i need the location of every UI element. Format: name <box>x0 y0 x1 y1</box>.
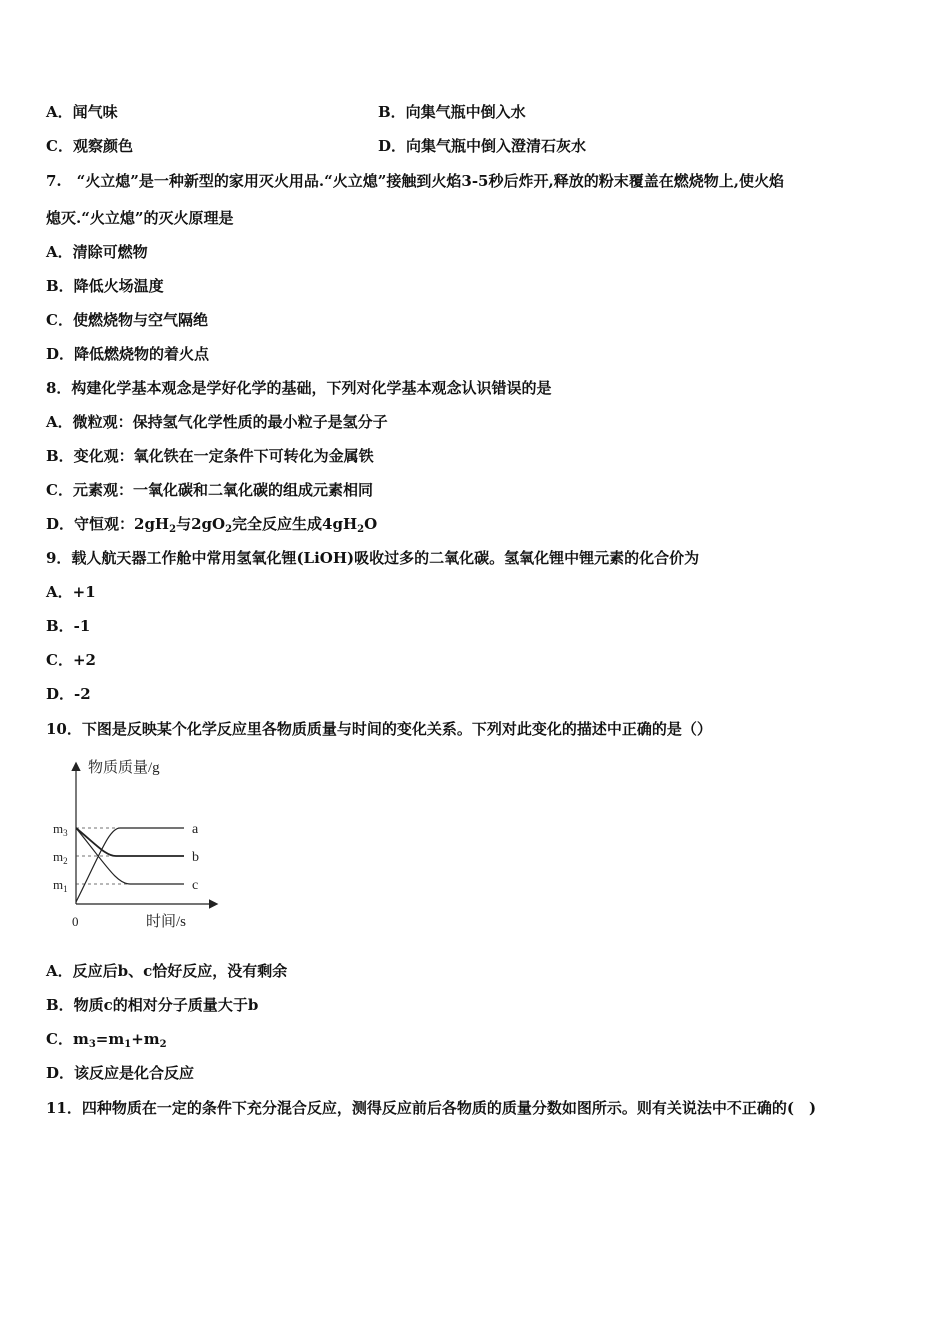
y-tick-label-m2: $m_2$ <box>53 849 68 866</box>
series-a-line <box>76 828 184 902</box>
q10-option-d: D．该反应是化合反应 <box>46 1064 195 1082</box>
q7-option-a: A．清除可燃物 <box>46 243 148 261</box>
q7-option-b: B．降低火场温度 <box>46 277 164 295</box>
q9-option-c: C．+2 <box>46 651 96 669</box>
q8-option-a: A．微粒观：保持氢气化学性质的最小粒子是氢分子 <box>46 413 388 431</box>
y-axis-label: 物质质量/g <box>88 760 160 776</box>
origin-label: 0 <box>72 914 79 929</box>
q7-stem-line1: 7. “火立熄”是一种新型的家用灭火用品.“火立熄”接触到火焰3-5秒后炸开,释放的粉末覆盖在燃烧物上,使火焰 <box>46 172 784 190</box>
q8-option-c: C．元素观：一氧化碳和二氧化碳的组成元素相同 <box>46 481 373 499</box>
q11-stem: 11．四种物质在一定的条件下充分混合反应，测得反应前后各物质的质量分数如图所示。则有关说法中不正确的( ) <box>46 1099 817 1117</box>
q6-option-b: B．向集气瓶中倒入水 <box>378 103 526 121</box>
series-a-label: a <box>192 822 199 837</box>
q10-option-a: A．反应后b、c恰好反应，没有剩余 <box>46 962 288 980</box>
x-axis-label: 时间/s <box>146 914 187 930</box>
q10-option-c: C．$m_3=m_1+m_2$ <box>46 1030 167 1050</box>
q7-option-c: C．使燃烧物与空气隔绝 <box>46 311 208 329</box>
series-b-line <box>76 828 184 856</box>
q6-option-c: C．观察颜色 <box>46 137 133 155</box>
q9-stem: 9．载人航天器工作舱中常用氢氧化锂(LiOH)吸收过多的二氧化碳。氢氧化锂中锂元素的化合价为 <box>46 549 700 567</box>
q6-option-d: D．向集气瓶中倒入澄清石灰水 <box>378 137 587 155</box>
q7-option-d: D．降低燃烧物的着火点 <box>46 345 210 363</box>
series-b-label: b <box>192 850 199 865</box>
q6-option-a: A．闻气味 <box>46 103 118 121</box>
q10-option-b: B．物质c的相对分子质量大于b <box>46 996 259 1014</box>
q7-stem-line2: 熄灭.“火立熄”的灭火原理是 <box>46 209 234 227</box>
y-tick-label-m1: $m_1$ <box>53 877 68 894</box>
q10-stem: 10．下图是反映某个化学反应里各物质质量与时间的变化关系。下列对此变化的描述中正确的是（） <box>46 720 712 738</box>
q8-stem: 8．构建化学基本观念是学好化学的基础，下列对化学基本观念认识错误的是 <box>46 379 552 397</box>
q8-option-b: B．变化观：氧化铁在一定条件下可转化为金属铁 <box>46 447 374 465</box>
q9-option-b: B．-1 <box>46 617 91 635</box>
q9-option-a: A．+1 <box>46 583 96 601</box>
q8-option-d: D．守恒观：$2gH_2$与$2gO_2$完全反应生成$4gH_2O$ <box>46 515 378 535</box>
y-tick-label-m3: $m_3$ <box>53 821 68 838</box>
q9-option-d: D．-2 <box>46 685 91 703</box>
series-c-label: c <box>192 878 199 893</box>
q10-chart <box>48 750 238 935</box>
